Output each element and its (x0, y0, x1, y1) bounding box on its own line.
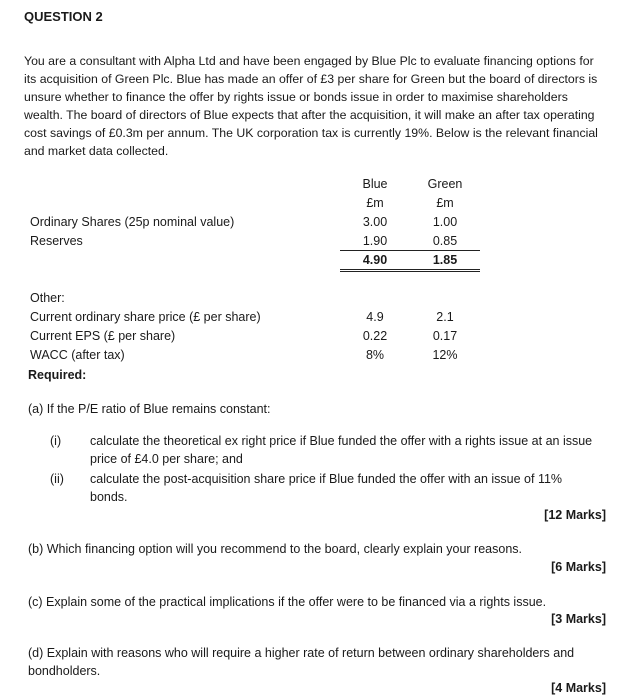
cell-blue: 0.22 (362, 329, 388, 343)
table-row (30, 232, 480, 251)
cell-green: 0.17 (432, 329, 458, 343)
table-total-row (30, 251, 480, 270)
question-a: (a) If the P/E ratio of Blue remains constant: (28, 402, 271, 416)
cell-green: 0.85 (410, 232, 480, 251)
cell-blue: 1.90 (340, 232, 410, 251)
cell-blue: 3.00 (362, 215, 388, 229)
cell-blue: 8% (365, 348, 385, 362)
cell-green: 1.00 (432, 215, 458, 229)
marks-c: [3 Marks] (551, 612, 606, 626)
sub-ii-label: (ii) (50, 472, 64, 486)
question-c: (c) Explain some of the practical implications if the offer were to be financed via a rights issue. (28, 595, 547, 609)
question-b: (b) Which financing option will you recommend to the board, clearly explain your reasons. (28, 542, 522, 556)
table-row (30, 308, 480, 327)
sub-i-label: (i) (50, 434, 62, 448)
total-blue: 4.90 (340, 251, 410, 272)
total-green: 1.85 (410, 251, 480, 272)
table-unit-row (30, 194, 480, 213)
table-row (30, 346, 480, 365)
required-label: Required: (28, 368, 87, 382)
question-heading: QUESTION 2 (24, 9, 103, 24)
row-label: Current EPS (£ per share) (30, 329, 176, 343)
cell-green: 12% (432, 348, 458, 362)
cell-green: 2.1 (436, 310, 454, 324)
marks-d: [4 Marks] (551, 681, 606, 695)
row-label: Reserves (30, 234, 83, 248)
table-row (30, 327, 480, 346)
row-label: Current ordinary share price (£ per share) (30, 310, 261, 324)
financial-data-table (30, 175, 480, 365)
sub-i-text: calculate the theoretical ex right price if Blue funded the offer with a rights issue at an issue price of £4.0 per share; and (90, 434, 593, 466)
intro-paragraph: You are a consultant with Alpha Ltd and have been engaged by Blue Plc to evaluate financing options for its acquisition of Green Plc. Blue has made an offer of £3 per share for Green but the board of directors is unsure whether to finance the offer by rights issue or bonds issue in order to maximise shareholders wealth. The board of directors of Blue expects that after the acquisition, it will make an after tax operating cost savings of £0.3m per annum. The UK corporation tax is currently 19%. Below is the relevant financial and market data collected. (24, 54, 598, 158)
spacer-row (30, 270, 480, 289)
table-row (30, 213, 480, 232)
other-label-row (30, 289, 480, 308)
sub-ii-text: calculate the post-acquisition share price if Blue funded the offer with an issue of 11% bonds. (90, 472, 563, 504)
col-header-blue: Blue (362, 177, 388, 191)
cell-blue: 4.9 (366, 310, 384, 324)
table-header-row (30, 175, 480, 194)
unit-blue: £m (366, 196, 384, 210)
col-header-green: Green (427, 177, 463, 191)
unit-green: £m (436, 196, 454, 210)
marks-a: [12 Marks] (544, 508, 606, 522)
row-label: Ordinary Shares (25p nominal value) (30, 215, 235, 229)
other-label: Other: (30, 291, 65, 305)
marks-b: [6 Marks] (551, 560, 606, 574)
row-label: WACC (after tax) (30, 348, 125, 362)
question-d: (d) Explain with reasons who will require a higher rate of return between ordinary shareholders and bondholders. (28, 646, 575, 678)
